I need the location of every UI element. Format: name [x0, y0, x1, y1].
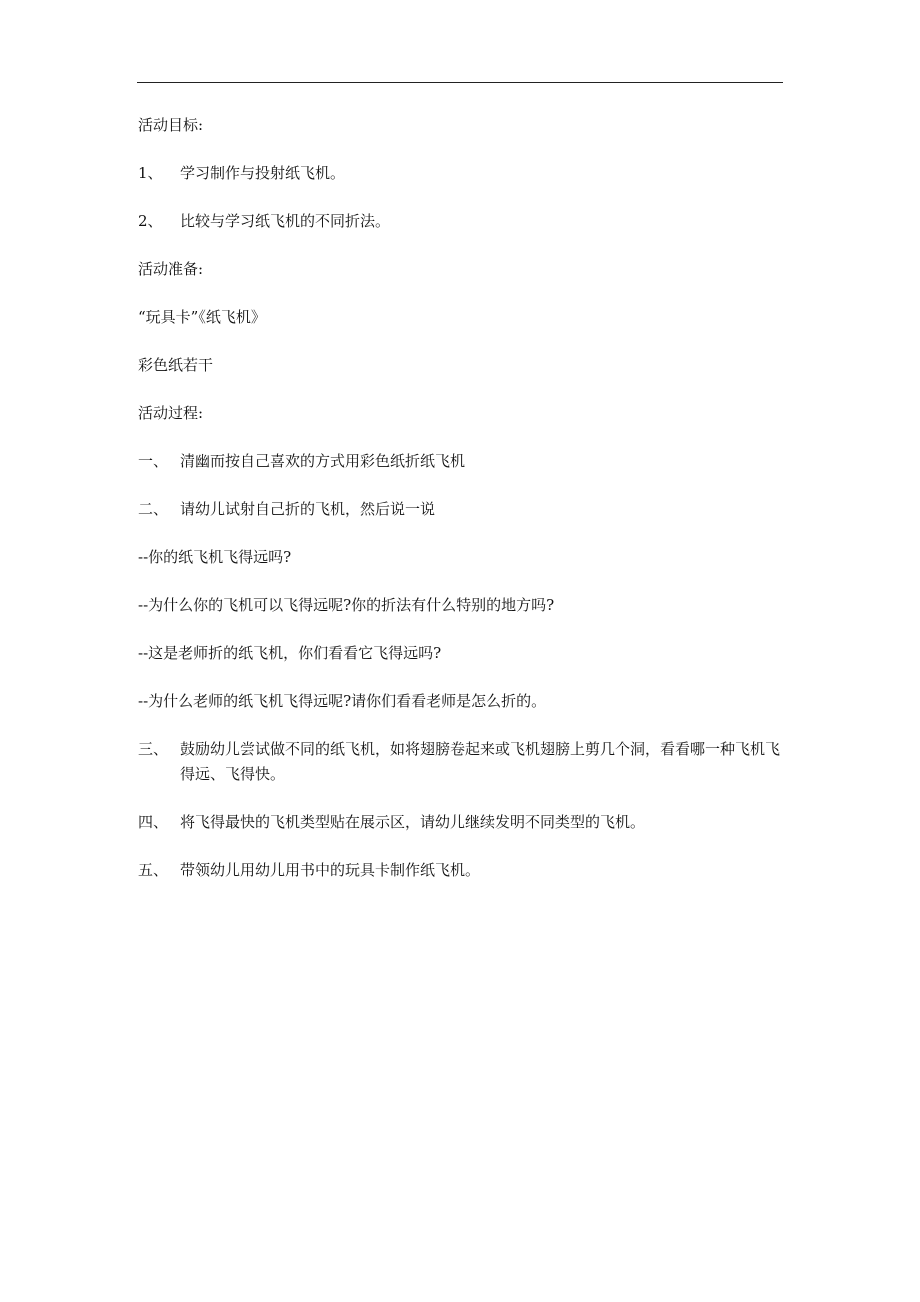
objective-item [138, 161, 783, 186]
process-step [138, 810, 783, 835]
step-text: 带领幼儿用幼儿用书中的玩具卡制作纸飞机。 [180, 861, 481, 879]
document-body [138, 113, 783, 906]
preparation-heading: 活动准备: [138, 260, 204, 278]
process-step [138, 449, 783, 474]
step-text: 清幽而按自己喜欢的方式用彩色纸折纸飞机 [180, 452, 466, 470]
step-number: 一、 [138, 452, 169, 470]
objectives-heading: 活动目标: [138, 116, 204, 134]
step-number: 二、 [138, 500, 169, 518]
process-heading: 活动过程: [138, 404, 204, 422]
discussion-question: --你的纸飞机飞得远吗? [138, 548, 292, 566]
objective-text: 学习制作与投射纸飞机。 [180, 164, 346, 182]
step-text: 将飞得最快的飞机类型贴在展示区，请幼儿继续发明不同类型的飞机。 [180, 813, 646, 831]
process-step [138, 737, 783, 787]
discussion-question: --这是老师折的纸飞机，你们看看它飞得远吗? [138, 644, 442, 662]
process-step [138, 497, 783, 522]
step-number: 四、 [138, 813, 169, 831]
process-step [138, 858, 783, 883]
header-rule [137, 82, 783, 83]
objective-number: 2、 [138, 212, 163, 230]
preparation-item: “玩具卡”《纸飞机》 [138, 308, 266, 326]
step-text: 鼓励幼儿尝试做不同的纸飞机，如将翅膀卷起来或飞机翅膀上剪几个洞，看看哪一种飞机飞得远、飞得快。 [180, 740, 781, 783]
objective-text: 比较与学习纸飞机的不同折法。 [180, 212, 391, 230]
discussion-question: --为什么老师的纸飞机飞得远呢?请你们看看老师是怎么折的。 [138, 692, 547, 710]
objective-item [138, 209, 783, 234]
discussion-question: --为什么你的飞机可以飞得远呢?你的折法有什么特别的地方吗? [138, 596, 555, 614]
step-number: 五、 [138, 861, 169, 879]
objective-number: 1、 [138, 164, 163, 182]
step-text: 请幼儿试射自己折的飞机，然后说一说 [180, 500, 436, 518]
preparation-item: 彩色纸若干 [138, 356, 214, 374]
step-number: 三、 [138, 740, 169, 758]
